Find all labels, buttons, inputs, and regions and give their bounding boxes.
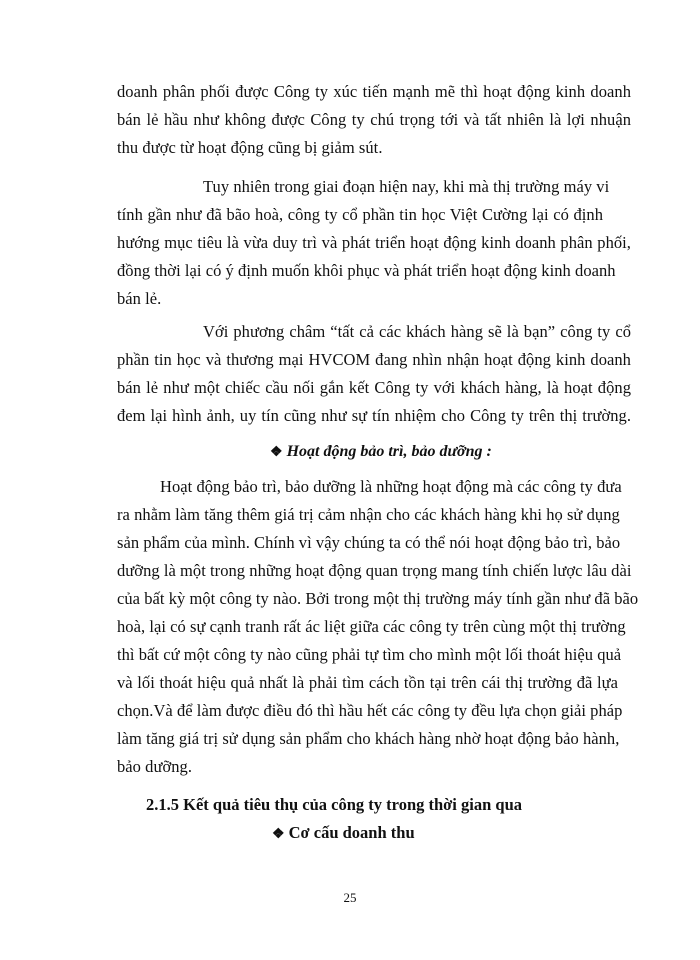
paragraph-2-line-1: Tuy nhiên trong giai đoạn hiện nay, khi mà thị trường máy vi — [203, 177, 610, 196]
paragraph-2-line-5: bán lẻ. — [117, 289, 162, 308]
diamond-bullet-icon: ❖ — [270, 445, 283, 460]
page-number: 25 — [343, 890, 357, 905]
paragraph-4-line-9: chọn.Và để làm được điều đó thì hầu hết các công ty đều lựa chọn giải pháp — [117, 701, 623, 720]
paragraph-2-line-4: đồng thời lại có ý định muốn khôi phục và phát triển hoạt động kinh doanh — [117, 261, 616, 280]
paragraph-1-line-3: thu được từ hoạt động cũng bị giảm sút. — [117, 138, 383, 157]
revenue-structure-heading-text: Cơ cấu doanh thu — [288, 823, 415, 842]
paragraph-4-line-11: bảo dưỡng. — [117, 757, 192, 776]
maintenance-heading — [270, 443, 492, 461]
paragraph-4-line-7: thì bất cứ một công ty nào cũng phải tự tìm cho mình một lối thoát hiệu quả — [117, 645, 622, 664]
paragraph-3-line-4: đem lại hình ảnh, uy tín cũng như sự tín nhiệm cho Công ty trên thị trường. — [117, 406, 631, 425]
paragraph-3-line-2: phần tin học và thương mại HVCOM đang nhìn nhận hoạt động kinh doanh — [117, 350, 631, 369]
paragraph-4-line-6: hoà, lại có sự cạnh tranh rất ác liệt giữa các công ty trên cùng một thị trường — [117, 617, 626, 636]
paragraph-2-line-3: hướng mục tiêu là vừa duy trì và phát triển hoạt động kinh doanh phân phối, — [117, 233, 631, 252]
paragraph-2-line-2: tính gần như đã bão hoà, công ty cổ phần tin học Việt Cường lại có định — [117, 205, 603, 224]
paragraph-4-line-1: Hoạt động bảo trì, bảo dưỡng là những hoạt động mà các công ty đưa — [160, 477, 622, 496]
paragraph-3-line-1: Với phương châm “tất cả các khách hàng sẽ là bạn” công ty cổ — [203, 322, 631, 341]
paragraph-4-line-2: ra nhằm làm tăng thêm giá trị cảm nhận cho các khách hàng khi họ sử dụng — [117, 505, 620, 524]
paragraph-3-line-3: bán lẻ như một chiếc cầu nối gắn kết Công ty với khách hàng, là hoạt động — [117, 378, 631, 397]
paragraph-1-line-2: bán lẻ hầu như không được Công ty chú trọng tới và tất nhiên là lợi nhuận — [117, 110, 631, 129]
maintenance-heading-text: Hoạt động bảo trì, bảo dưỡng : — [286, 443, 492, 460]
section-heading: 2.1.5 Kết quả tiêu thụ của công ty trong thời gian qua — [146, 795, 523, 814]
paragraph-4-line-8: và lối thoát hiệu quả nhất là phải tìm cách tồn tại trên cái thị trường đã lựa — [117, 673, 618, 692]
paragraph-4-line-10: làm tăng giá trị sử dụng sản phẩm cho khách hàng nhờ hoạt động bảo hành, — [117, 729, 620, 748]
paragraph-4-line-5: của bất kỳ một công ty nào. Bởi trong một thị trường máy tính gần như đã bão — [117, 589, 639, 608]
revenue-structure-heading — [272, 823, 415, 843]
paragraph-4-line-4: dưỡng là một trong những hoạt động quan trọng mang tính chiến lược lâu dài — [117, 561, 632, 580]
paragraph-1-line-1: doanh phân phối được Công ty xúc tiến mạnh mẽ thì hoạt động kinh doanh — [117, 82, 631, 101]
paragraph-4-line-3: sản phẩm của mình. Chính vì vậy chúng ta có thể nói hoạt động bảo trì, bảo — [117, 533, 621, 552]
diamond-bullet-icon: ❖ — [272, 827, 285, 842]
